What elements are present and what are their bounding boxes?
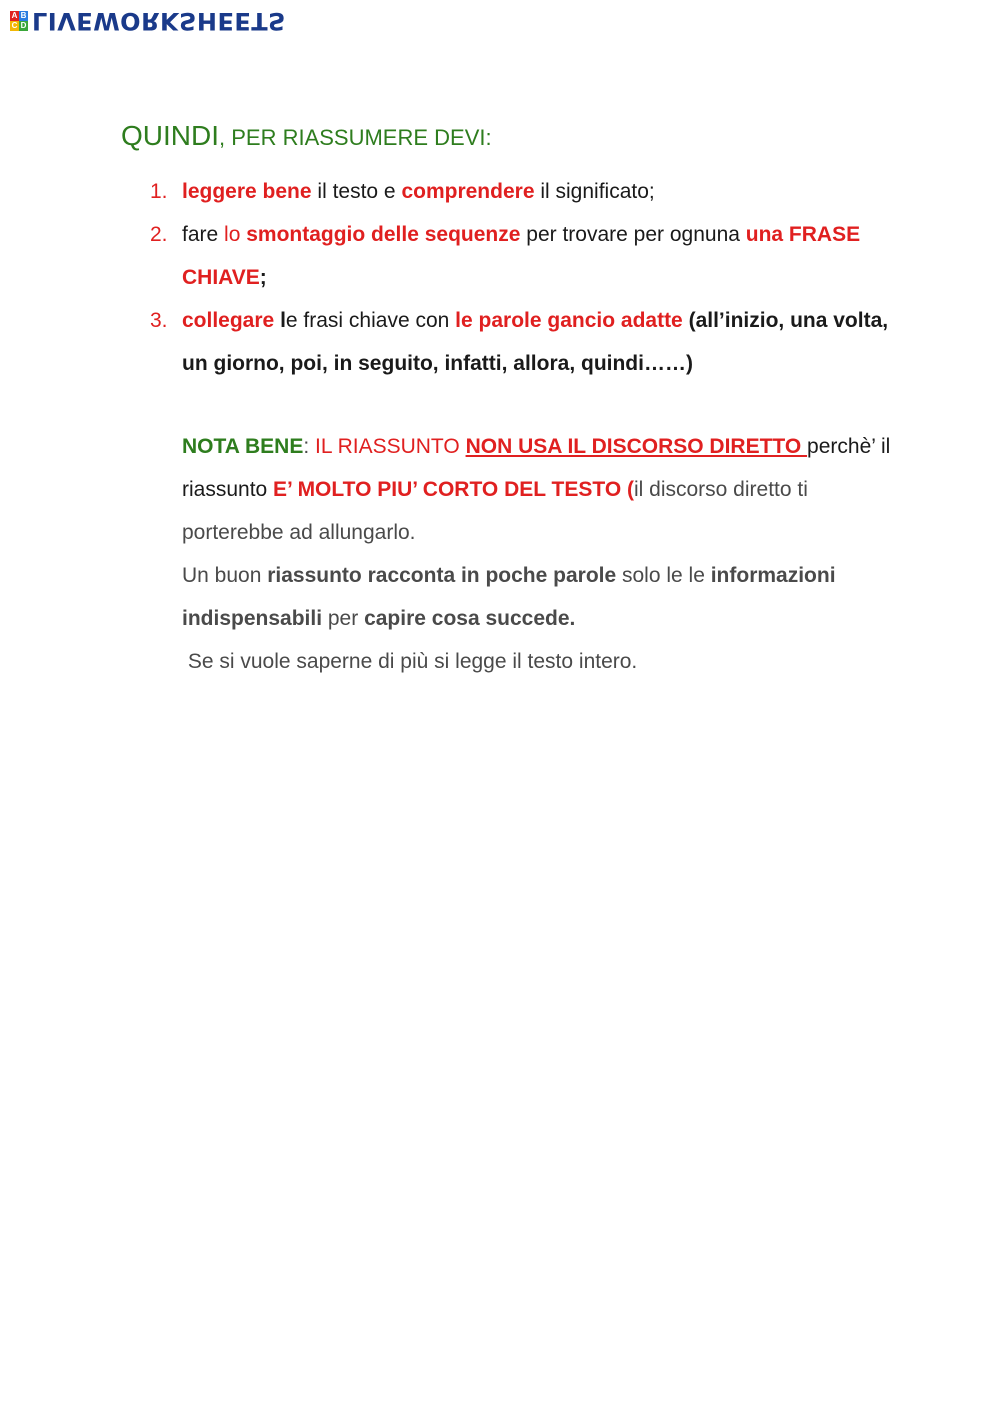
nota-bene-block [182,425,902,683]
note-un-buon: Un buon [182,564,268,587]
note-solo: solo le le [616,564,711,587]
logo-block-c: C [11,21,18,30]
step-1-keyword: leggere bene [182,180,312,203]
step-2-semicolon: ; [259,266,267,289]
logo-text: LIVEWORKSHEETS [32,7,286,35]
nota-bene-label: NOTA BENE [182,435,304,458]
note-allungarlo: il discorso diretto ti porterebbe ad allungarlo. [182,478,808,544]
step-number: 1. [150,180,168,203]
step-2-keyword-2: una FRASE CHIAVE [182,223,861,289]
nota-bene-colon: : [303,435,316,458]
heading-quindi: QUINDI [121,120,219,151]
step-item-1 [150,170,890,213]
step-2-text-2: per trovare per ognuna [520,223,746,246]
note-per: per [322,607,365,630]
riassunto-paragraph [182,554,902,640]
logo-block-d: D [20,21,27,30]
nota-bene-paragraph [182,425,902,554]
note-informazioni: informazioni indispensabili [182,564,836,630]
step-1-text: il testo e [311,180,402,203]
liveworksheets-logo [10,6,286,36]
note-corto: E’ MOLTO PIU’ CORTO DEL TESTO ( [273,478,634,501]
heading-subtitle: , PER RIASSUMERE DEVI: [219,125,492,150]
note-il-riassunto: IL RIASSUNTO [315,435,466,458]
step-number: 2. [150,223,168,246]
step-2-text: fare [182,223,225,246]
step-2-article: lo [224,223,247,246]
note-capire: capire cosa succede. [364,607,576,630]
logo-block-a: A [11,11,18,20]
step-3-text: e frasi chiave con [285,309,456,332]
step-1-keyword-2: comprendere [401,180,535,203]
step-3-examples: (all’inizio, una volta, un giorno, poi, in seguito, infatti, allora, quindi……) [182,309,889,375]
logo-blocks-icon [10,11,28,31]
step-1-text-2: il significato; [534,180,655,203]
step-2-keyword: smontaggio delle sequenze [246,223,521,246]
step-3-keyword: collegare [182,309,281,332]
step-3-letter: l [280,309,286,332]
steps-list [150,170,890,385]
last-paragraph: Se si vuole saperne di più si legge il testo intero. [182,650,638,673]
note-perche: perchè’ il riassunto [182,435,891,501]
page-heading [121,120,492,152]
logo-block-b: B [20,11,27,20]
note-racconta: riassunto racconta in poche parole [267,564,617,587]
step-number: 3. [150,309,168,332]
step-item-2 [150,213,890,299]
step-item-3 [150,299,890,385]
note-underlined: NON USA IL DISCORSO DIRETTO [465,435,808,458]
step-3-keyword-2: le parole gancio adatte [455,309,683,332]
